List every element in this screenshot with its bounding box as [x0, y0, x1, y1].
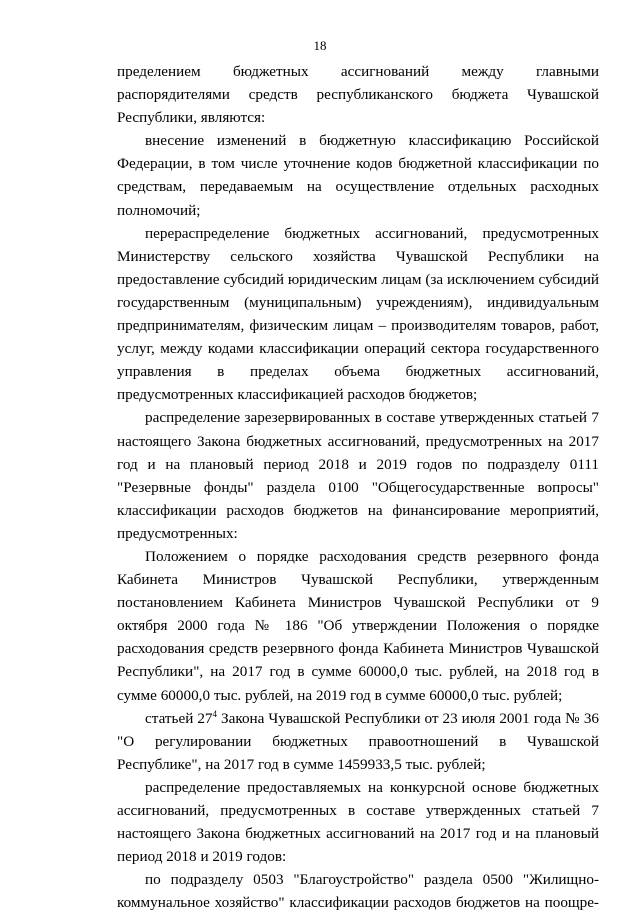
paragraph-intro: пределением бюджетных ассигнований между главными распорядителями средств республиканского бюджета Чувашской Республики, являются:	[117, 63, 599, 127]
article-text-after: Закона Чувашской Республики от 23 июля 2001 года № 36 "О регулировании бюджетных правоотношений в Чувашской Республике", на 2017 год в сумме 1459933,5 тыс. рублей;	[117, 709, 599, 773]
article-text-before: статьей 27	[145, 709, 213, 727]
article-superscript: 4	[212, 708, 218, 719]
paragraph-agriculture-redistribution: перераспределение бюджетных ассигнований, предусмотренных Министерству сельского хозяйства Чувашской Республики на предоставление субсидий юридическим лицам (за исключением субсидий государственным (муниципальным) учреждениям), индивидуальным предпринимателям, физическим лицам – производителям товаров, работ, услуг, между кодами классификации операций сектора государственного управления в пределах объема бюджетных ассигнований, предусмотренных классификацией расходов бюджетов;	[117, 224, 599, 404]
paragraph-competitive-distribution: распределение предоставляемых на конкурсной основе бюджетных ассигнований, предусмотренных в составе утвержденных статьей 7 настоящего Закона бюджетных ассигнований на 2017 год и на плановый период 2018 и 2019 годов:	[117, 778, 599, 866]
paragraph-reserve-distribution: распределение зарезервированных в составе утвержденных статьей 7 настоящего Закона бюджетных ассигнований, предусмотренных на 2017 год и на плановый период 2018 и 2019 годов по подразделу 0111 "Резервные фонды" раздела 0100 "Общегосударственные вопросы" классификации расходов бюджетов на финансирование мероприятий, предусмотренных:	[117, 409, 599, 542]
paragraph-reserve-fund-regulation: Положением о порядке расходования средств резервного фонда Кабинета Министров Чувашской Республики, утвержденным постановлением Кабинета Министров Чувашской Республики от 9 октября 2000 года № 186 "Об утверждении Положения о порядке расходования средств резервного фонда Кабинета Министров Чувашской Республики", на 2017 год в сумме 60000,0 тыс. рублей, на 2018 год в сумме 60000,0 тыс. рублей, на 2019 год в сумме 60000,0 тыс. рублей;	[117, 547, 599, 704]
paragraph-improvement-subsection: по подразделу 0503 "Благоустройство" раздела 0500 "Жилищно-коммунальное хозяйство" классификации расходов бюджетов на поощре-	[117, 871, 599, 912]
paragraph-article-27-4	[117, 707, 599, 776]
paragraph-classification-changes: внесение изменений в бюджетную классификацию Российской Федерации, в том числе уточнение кодов бюджетной классификации по средствам, передаваемым на осуществление отдельных расходных полномочий;	[117, 132, 599, 219]
document-body	[117, 60, 599, 914]
page-number: 18	[313, 38, 327, 53]
